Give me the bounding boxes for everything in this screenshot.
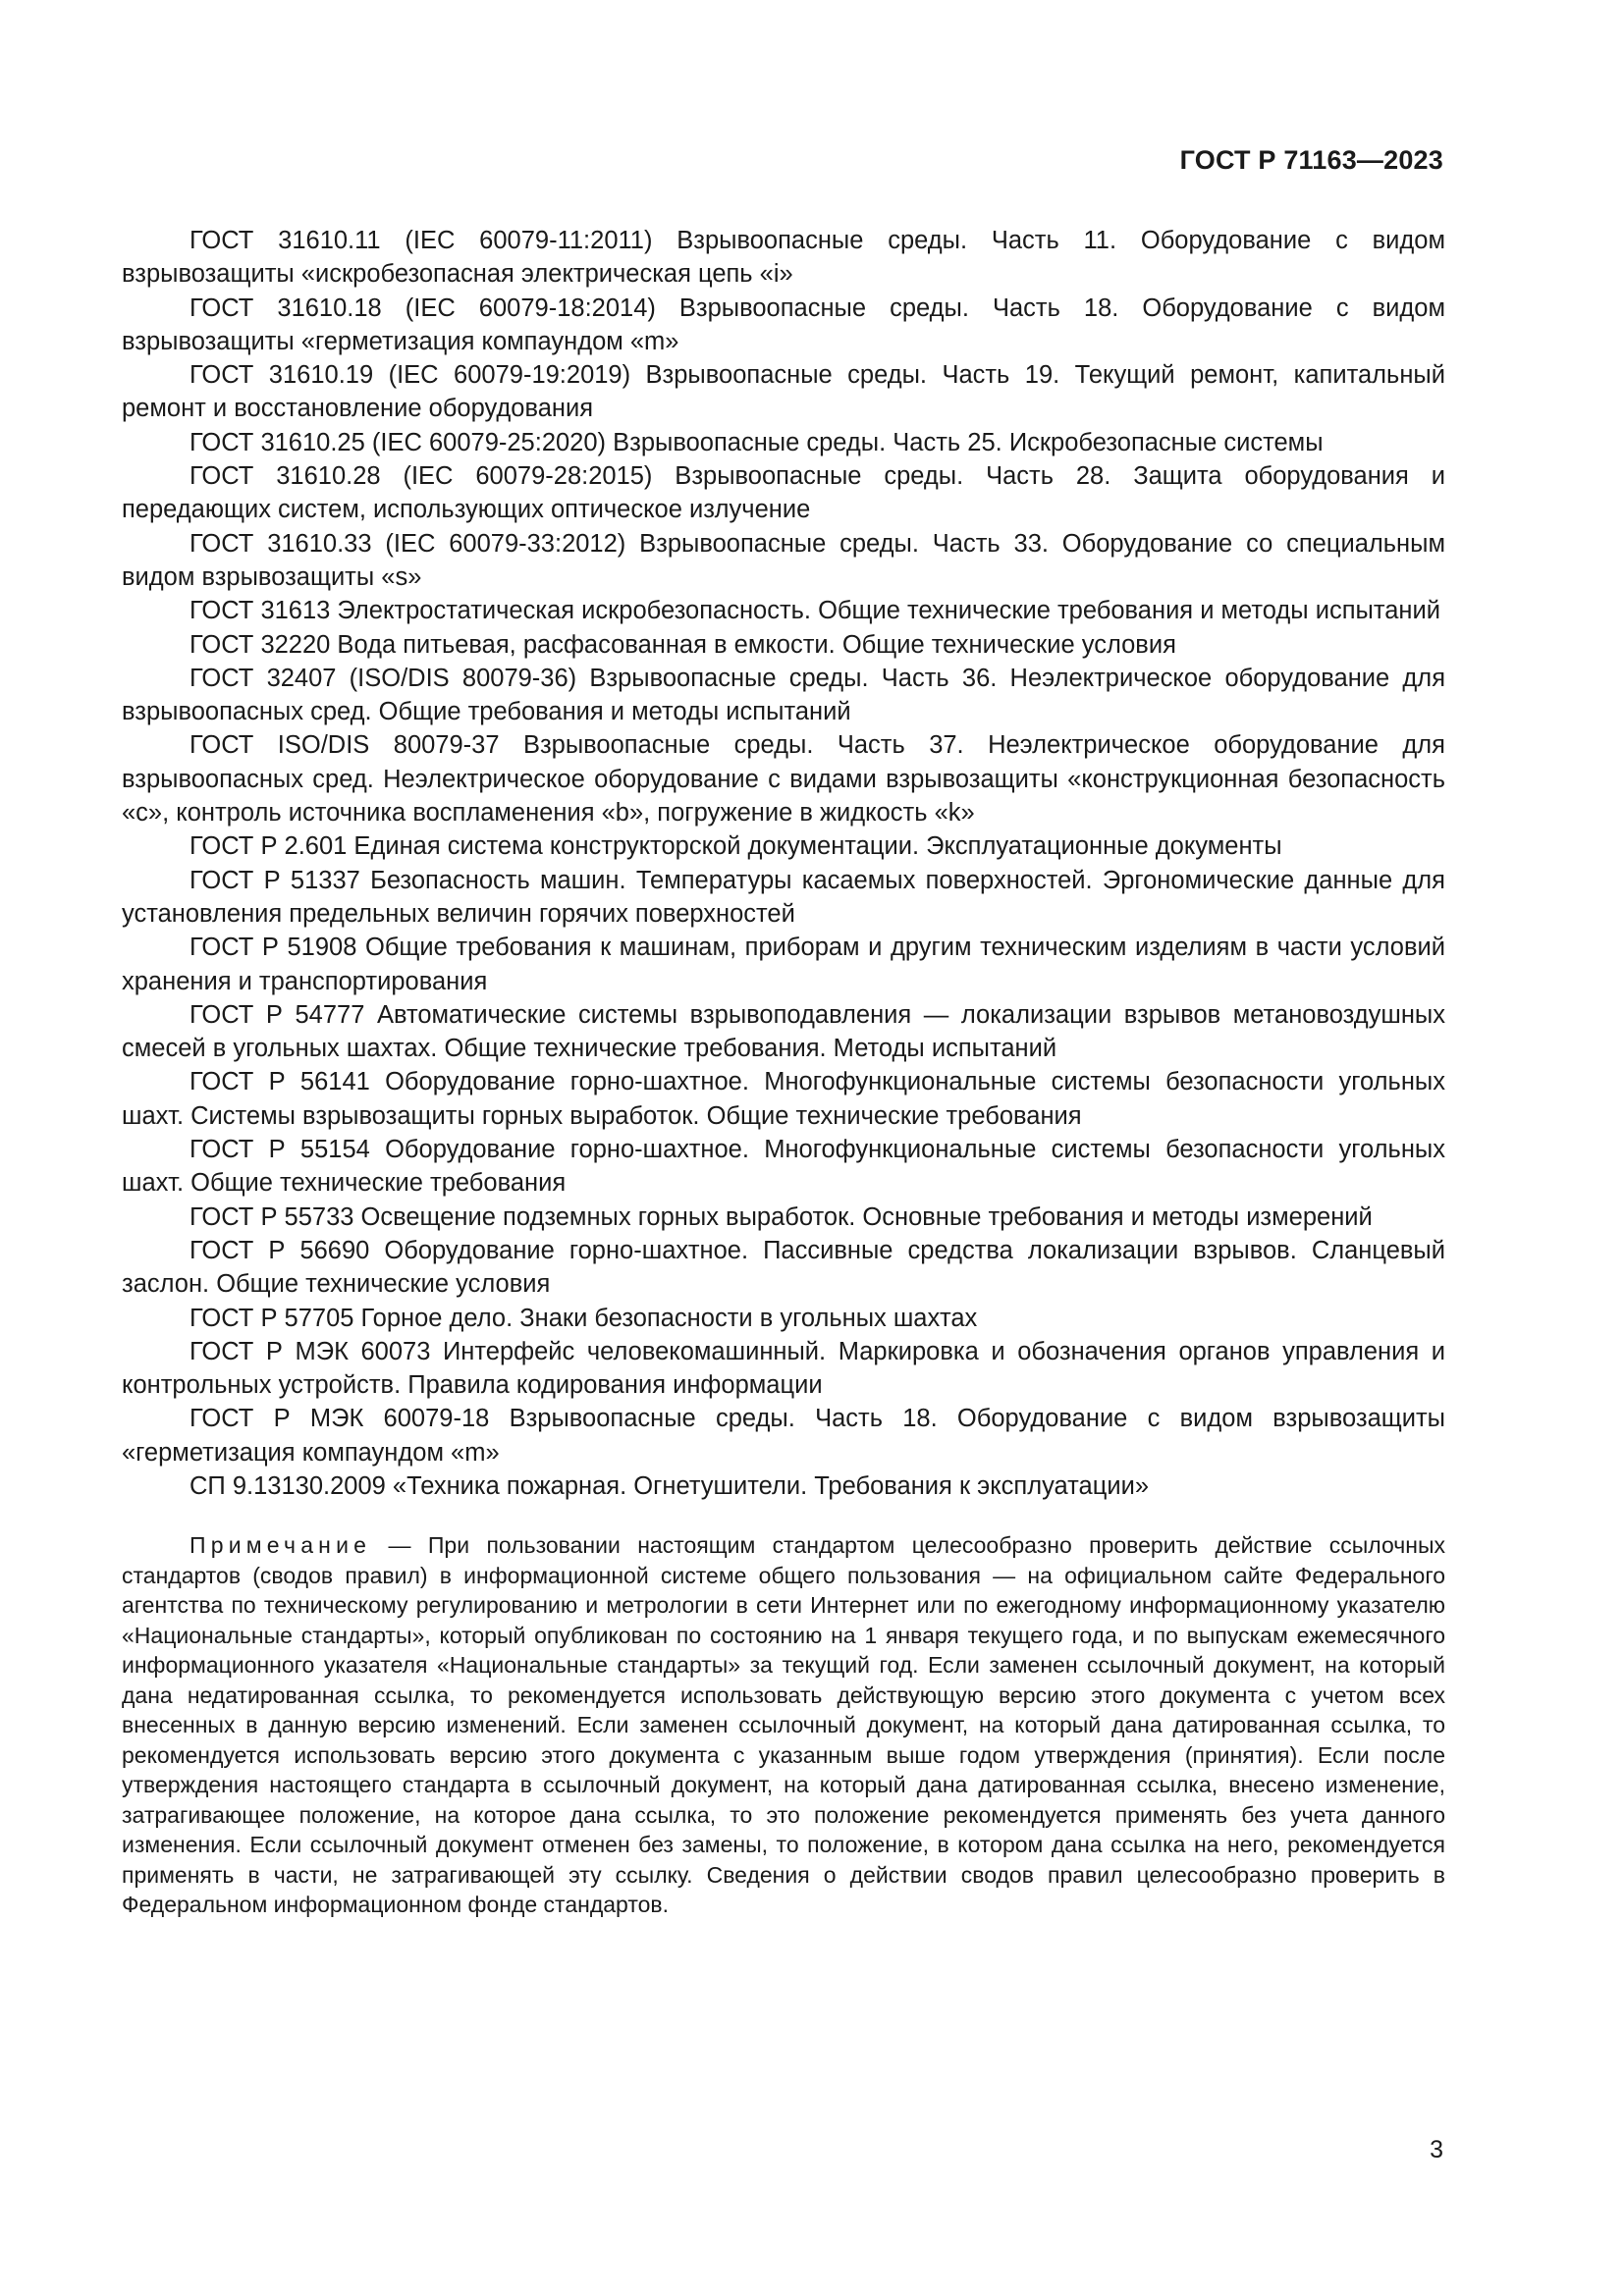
reference-entry: ГОСТ 31610.25 (IEC 60079-25:2020) Взрывоопасные среды. Часть 25. Искробезопасные системы [189, 428, 1324, 456]
reference-entry: ГОСТ Р 56690 Оборудование горно-шахтное. Пассивные средства локализации взрывов. Сланцевый заслон. Общие технические условия [122, 1236, 1445, 1299]
reference-entry: ГОСТ Р 55154 Оборудование горно-шахтное. Многофункциональные системы безопасности угольных шахт. Общие технические требования [122, 1136, 1445, 1198]
reference-entry: ГОСТ Р МЭК 60073 Интерфейс человекомашинный. Маркировка и обозначения органов управления и контрольных устройств. Правила кодирования информации [122, 1337, 1445, 1400]
normative-references-section [122, 224, 1445, 1920]
reference-entry: ГОСТ ISO/DIS 80079-37 Взрывоопасные среды. Часть 37. Неэлектрическое оборудование для взрывоопасных сред. Неэлектрическое оборудование с видами взрывозащиты «конструкционная безопасность «с», контроль источника воспламенения «b», погружение в жидкость «k» [122, 731, 1445, 828]
reference-entry: ГОСТ 31610.19 (IEC 60079-19:2019) Взрывоопасные среды. Часть 19. Текущий ремонт, капитальный ремонт и восстановление оборудования [122, 361, 1445, 423]
reference-entry: ГОСТ 32407 (ISO/DIS 80079-36) Взрывоопасные среды. Часть 36. Неэлектрическое оборудование для взрывоопасных сред. Общие требования и методы испытаний [122, 664, 1445, 726]
reference-entry: ГОСТ Р МЭК 60079-18 Взрывоопасные среды. Часть 18. Оборудование с видом взрывозащиты «герметизация компаундом «m» [122, 1405, 1445, 1467]
reference-entry: ГОСТ 32220 Вода питьевая, расфасованная в емкости. Общие технические условия [189, 630, 1176, 659]
reference-entry: ГОСТ 31610.11 (IEC 60079-11:2011) Взрывоопасные среды. Часть 11. Оборудование с видом взрывозащиты «искробезопасная электрическая цепь «i» [122, 227, 1445, 289]
reference-entry: ГОСТ Р 54777 Автоматические системы взрывоподавления — локализации взрывов метановоздушных смесей в угольных шахтах. Общие технические требования. Методы испытаний [122, 1000, 1445, 1063]
reference-entry: СП 9.13130.2009 «Техника пожарная. Огнетушители. Требования к эксплуатации» [189, 1471, 1150, 1500]
page-number: 3 [1430, 2136, 1443, 2163]
reference-entry: ГОСТ 31610.28 (IEC 60079-28:2015) Взрывоопасные среды. Часть 28. Защита оборудования и передающих систем, использующих оптическое излучение [122, 462, 1445, 524]
note-text: — При пользовании настоящим стандартом целесообразно проверить действие ссылочных стандартов (сводов правил) в информационной системе общего пользования — на официальном сайте Федерального агентства по техническому регулированию и метрологии в сети Интернет или по ежегодному информационному указателю «Национальные стандарты», который опубликован по состоянию на 1 января текущего года, и по выпускам ежемесячного информационного указателя «Национальные стандарты» за текущий год. Если заменен ссылочный документ, на который дана недатированная ссылка, то рекомендуется использовать действующую версию этого документа с учетом всех внесенных в данную версию изменений. Если заменен ссылочный документ, на который дана датированная ссылка, то рекомендуется использовать версию этого документа с указанным выше годом утверждения (принятия). Если после утверждения настоящего стандарта в ссылочный документ, на который дана датированная ссылка, внесено изменение, затрагивающее положение, на которое дана ссылка, то это положение рекомендуется применять без учета данного изменения. Если ссылочный документ отменен без замены, то положение, в котором дана ссылка на него, рекомендуется применять в части, не затрагивающей эту ссылку. Сведения о действии сводов правил целесообразно проверить в Федеральном информационном фонде стандартов. [122, 1532, 1445, 1918]
note-paragraph [122, 1530, 1445, 1920]
reference-entry: ГОСТ Р 55733 Освещение подземных горных выработок. Основные требования и методы измерений [189, 1202, 1373, 1231]
reference-entry: ГОСТ Р 2.601 Единая система конструкторской документации. Эксплуатационные документы [189, 832, 1282, 861]
note-label: Примечание [189, 1532, 372, 1559]
document-id-header: ГОСТ Р 71163—2023 [1179, 145, 1443, 175]
reference-entry: ГОСТ 31610.18 (IEC 60079-18:2014) Взрывоопасные среды. Часть 18. Оборудование с видом взрывозащиты «герметизация компаундом «m» [122, 294, 1445, 355]
reference-entry: ГОСТ Р 51908 Общие требования к машинам, приборам и другим техническим изделиям в части условий хранения и транспортирования [122, 934, 1445, 995]
reference-entry: ГОСТ Р 56141 Оборудование горно-шахтное. Многофункциональные системы безопасности угольных шахт. Системы взрывозащиты горных выработок. Общие технические требования [122, 1068, 1445, 1130]
reference-entry: ГОСТ 31613 Электростатическая искробезопасность. Общие технические требования и методы испытаний [189, 597, 1440, 625]
reference-entry: ГОСТ 31610.33 (IEC 60079-33:2012) Взрывоопасные среды. Часть 33. Оборудование со специальным видом взрывозащиты «s» [122, 529, 1445, 591]
reference-entry: ГОСТ Р 57705 Горное дело. Знаки безопасности в угольных шахтах [189, 1304, 978, 1332]
reference-entry: ГОСТ Р 51337 Безопасность машин. Температуры касаемых поверхностей. Эргономические данные для установления предельных величин горячих поверхностей [122, 866, 1445, 928]
